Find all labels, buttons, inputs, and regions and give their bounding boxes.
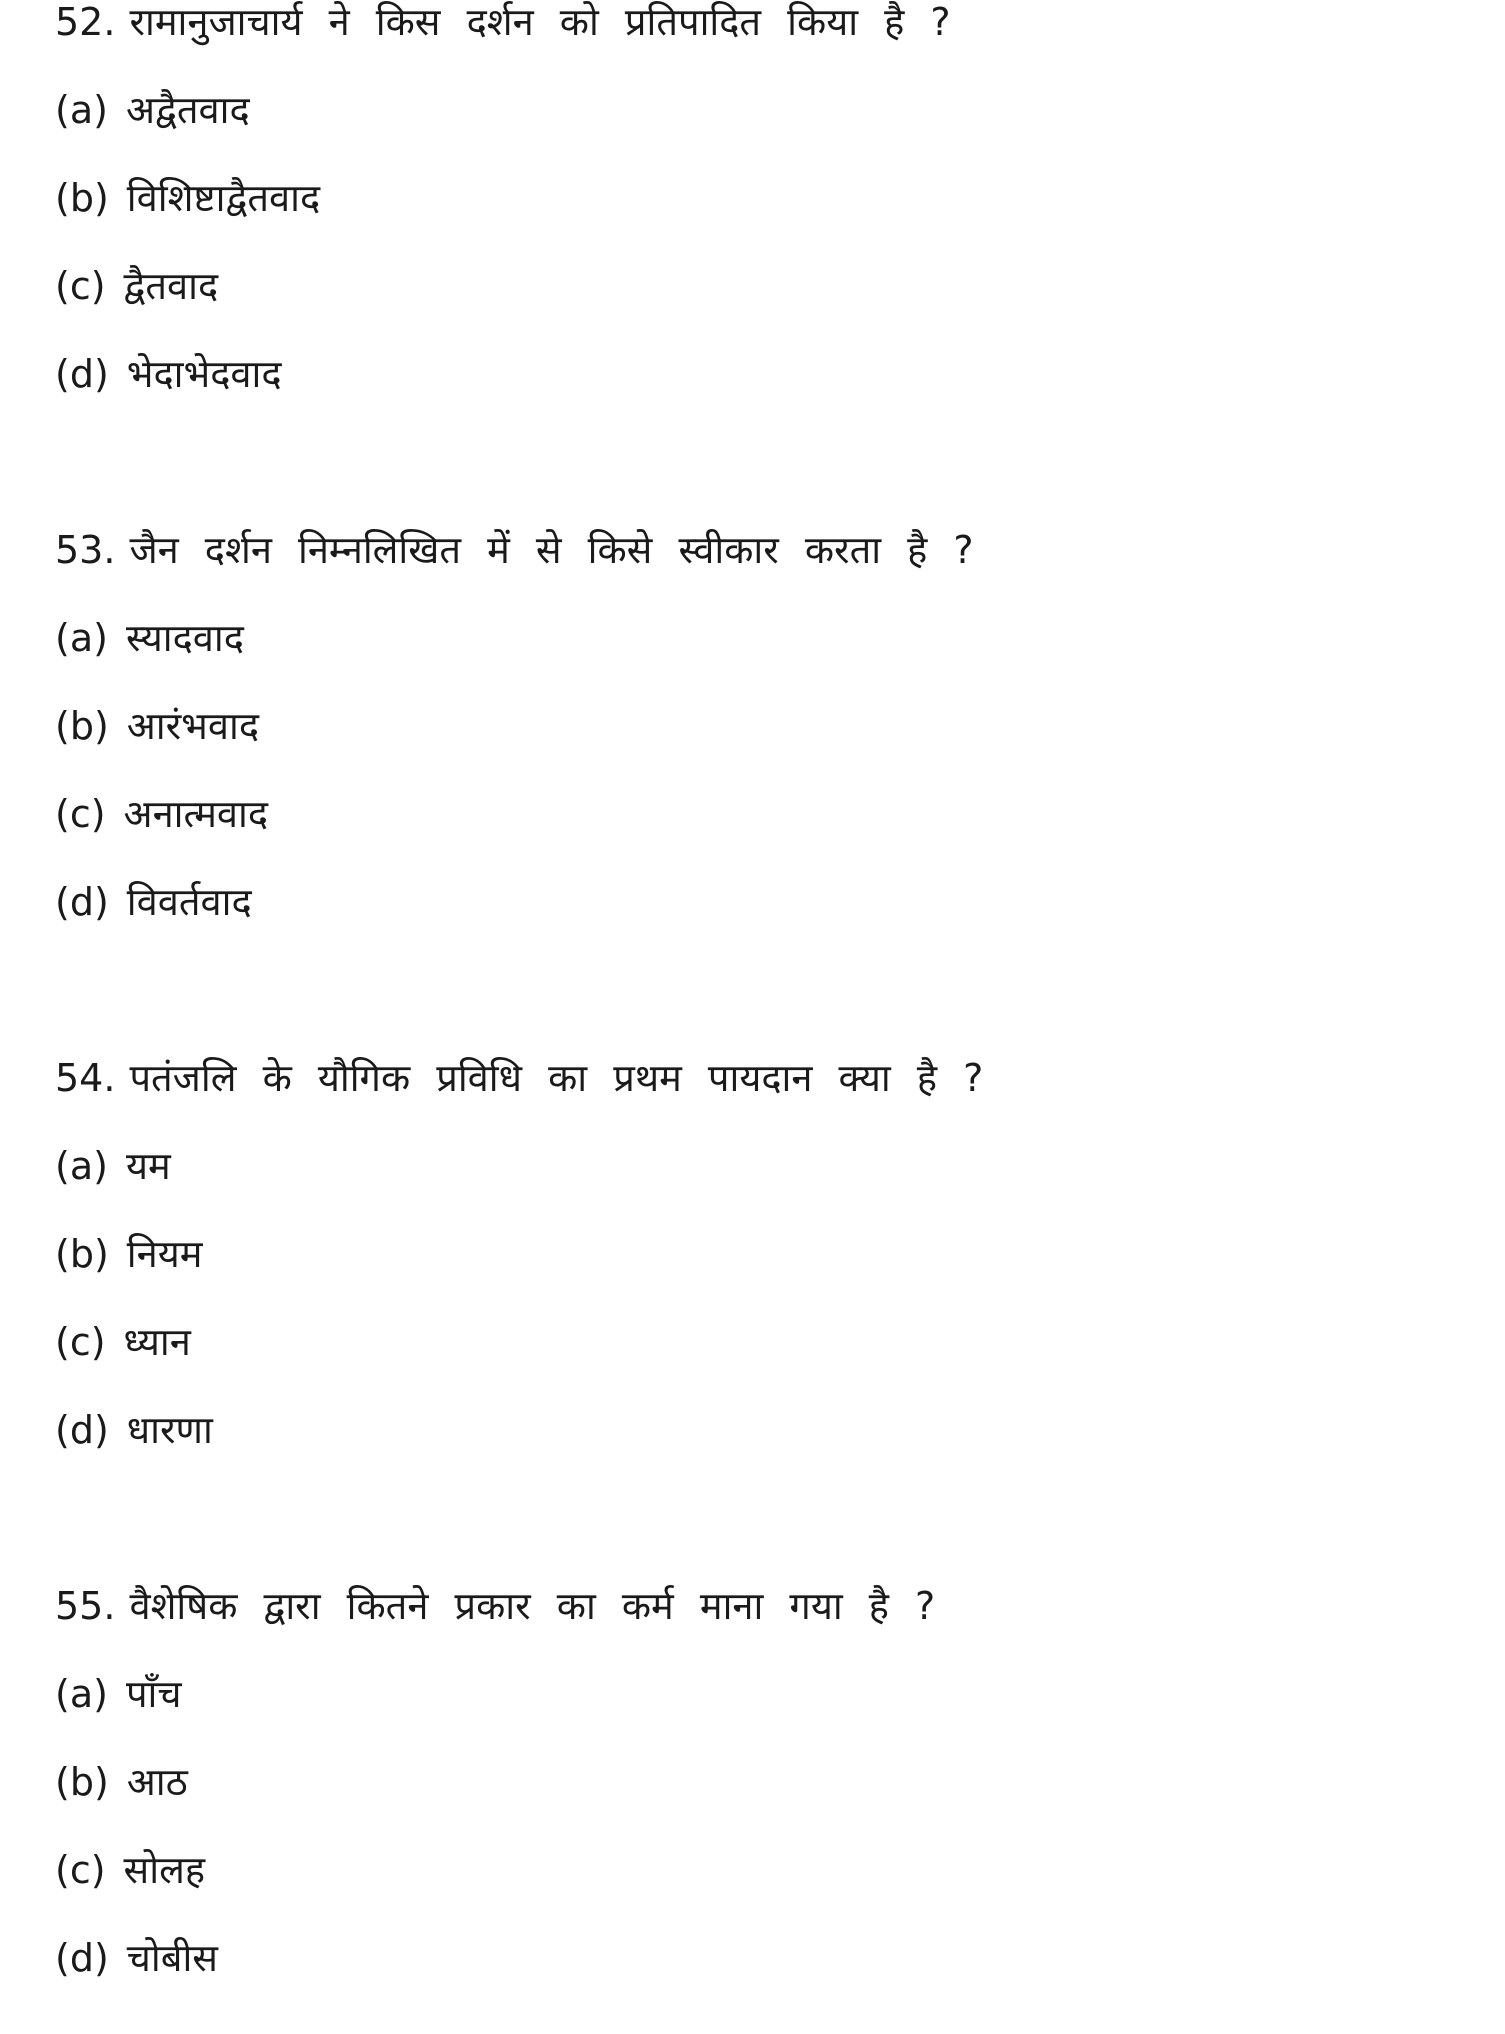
option-c xyxy=(55,792,1455,880)
question-stem xyxy=(55,528,1455,616)
option-b xyxy=(55,1760,1455,1848)
option-text: यम xyxy=(125,1144,171,1188)
option-c xyxy=(55,264,1455,352)
option-d xyxy=(55,880,1455,968)
question-number: 52. xyxy=(55,0,116,44)
option-b xyxy=(55,1232,1455,1320)
option-label: (a) xyxy=(55,88,108,132)
option-label: (a) xyxy=(55,616,108,660)
option-a xyxy=(55,1144,1455,1232)
option-text: द्वैतवाद xyxy=(123,264,219,308)
option-label: (d) xyxy=(55,880,109,924)
question-number: 55. xyxy=(55,1584,116,1628)
question-52 xyxy=(55,0,1455,440)
question-text: पतंजलि के यौगिक प्रविधि का प्रथम पायदान क्या है ? xyxy=(129,1056,984,1100)
option-label: (c) xyxy=(55,264,106,308)
question-53 xyxy=(55,528,1455,968)
option-label: (c) xyxy=(55,1848,106,1892)
option-text: पाँच xyxy=(125,1672,182,1716)
question-number: 54. xyxy=(55,1056,116,1100)
option-text: नियम xyxy=(126,1232,203,1276)
question-number: 53. xyxy=(55,528,116,572)
question-stem xyxy=(55,1056,1455,1144)
option-a xyxy=(55,1672,1455,1760)
option-text: अद्वैतवाद xyxy=(125,88,250,132)
option-label: (b) xyxy=(55,176,109,220)
option-text: आठ xyxy=(126,1760,188,1804)
option-label: (b) xyxy=(55,1760,109,1804)
option-label: (a) xyxy=(55,1144,108,1188)
option-a xyxy=(55,616,1455,704)
option-c xyxy=(55,1320,1455,1408)
option-text: धारणा xyxy=(126,1408,213,1452)
option-d xyxy=(55,1936,1455,2024)
option-label: (b) xyxy=(55,704,109,748)
question-text: रामानुजाचार्य ने किस दर्शन को प्रतिपादित किया है ? xyxy=(129,0,951,44)
option-label: (d) xyxy=(55,352,109,396)
option-text: स्यादवाद xyxy=(125,616,244,660)
question-text: जैन दर्शन निम्नलिखित में से किसे स्वीकार करता है ? xyxy=(129,528,974,572)
option-b xyxy=(55,176,1455,264)
question-stem xyxy=(55,0,1455,88)
option-label: (c) xyxy=(55,792,106,836)
option-text: ध्यान xyxy=(123,1320,191,1364)
option-label: (d) xyxy=(55,1408,109,1452)
option-c xyxy=(55,1848,1455,1936)
question-stem xyxy=(55,1584,1455,1672)
question-text: वैशेषिक द्वारा कितने प्रकार का कर्म माना गया है ? xyxy=(129,1584,936,1628)
option-text: आरंभवाद xyxy=(126,704,260,748)
option-label: (d) xyxy=(55,1936,109,1980)
option-text: भेदाभेदवाद xyxy=(126,352,282,396)
option-text: सोलह xyxy=(123,1848,206,1892)
option-label: (a) xyxy=(55,1672,108,1716)
question-54 xyxy=(55,1056,1455,1496)
option-text: चोबीस xyxy=(126,1936,218,1980)
option-label: (b) xyxy=(55,1232,109,1276)
option-text: विशिष्टाद्वैतवाद xyxy=(126,176,321,220)
option-b xyxy=(55,704,1455,792)
option-label: (c) xyxy=(55,1320,106,1364)
option-text: विवर्तवाद xyxy=(126,880,252,924)
option-d xyxy=(55,352,1455,440)
option-d xyxy=(55,1408,1455,1496)
question-55 xyxy=(55,1584,1455,2024)
option-text: अनात्मवाद xyxy=(123,792,269,836)
option-a xyxy=(55,88,1455,176)
